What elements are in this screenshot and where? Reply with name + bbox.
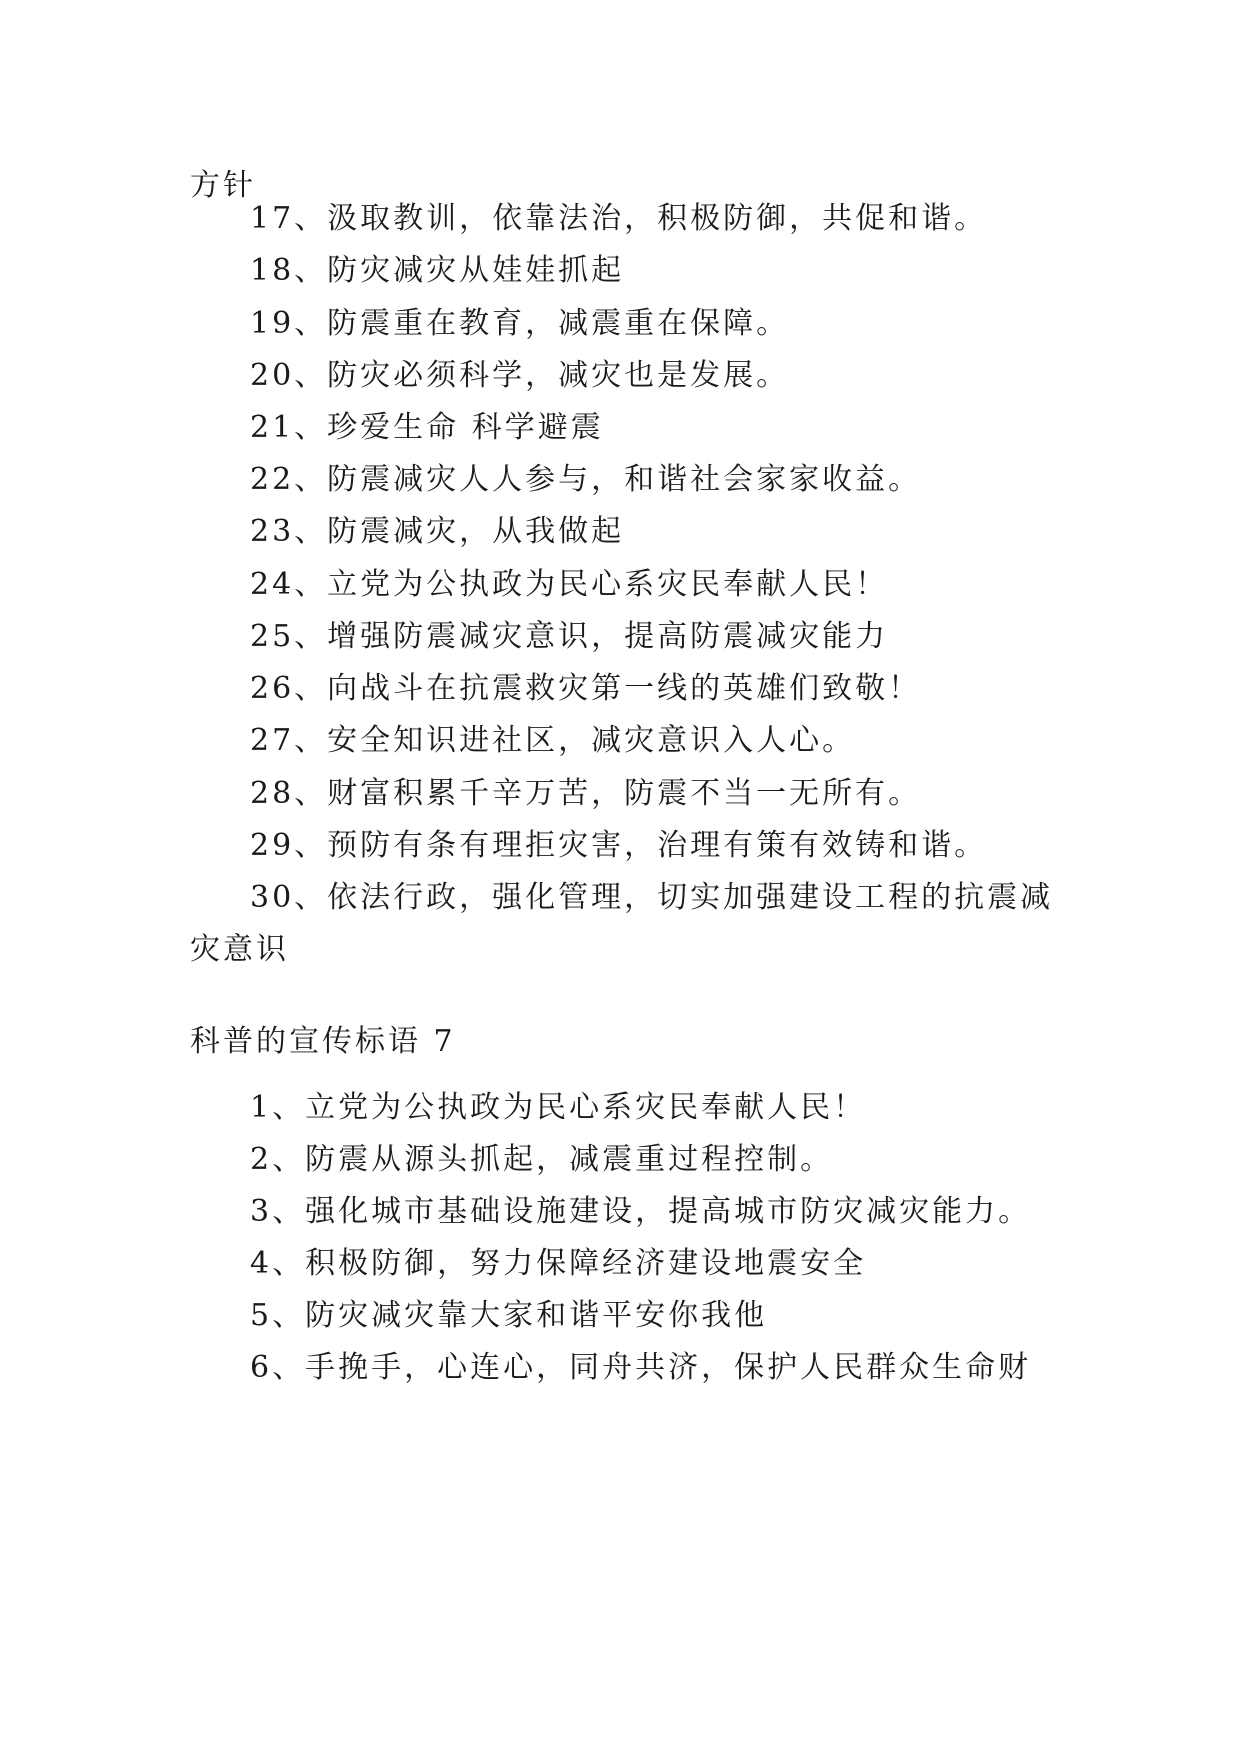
list-item: 21、珍爱生命 科学避震: [250, 410, 604, 445]
list-item: 4、积极防御，努力保障经济建设地震安全: [250, 1246, 867, 1281]
continuation-text: 方针: [190, 168, 256, 203]
list-item: 27、安全知识进社区，减灾意识入人心。: [250, 723, 856, 758]
list-item: 26、向战斗在抗震救灾第一线的英雄们致敬！: [250, 671, 922, 706]
list-item: 22、防震减灾人人参与，和谐社会家家收益。: [250, 462, 922, 497]
list-item: 3、强化城市基础设施建设，提高城市防灾减灾能力。: [250, 1194, 1032, 1229]
list-item: 23、防震减灾，从我做起: [250, 514, 625, 549]
list-item: 30、依法行政，强化管理，切实加强建设工程的抗震减: [250, 880, 1054, 915]
list-item: 17、汲取教训，依靠法治，积极防御，共促和谐。: [250, 201, 988, 236]
list-item: 1、立党为公执政为民心系灾民奉献人民！: [250, 1090, 867, 1125]
section-heading: 科普的宣传标语 7: [190, 1024, 456, 1059]
list-item-continuation: 灾意识: [190, 932, 289, 967]
list-item: 6、手挽手，心连心，同舟共济，保护人民群众生命财: [250, 1350, 1032, 1385]
list-item: 28、财富积累千辛万苦，防震不当一无所有。: [250, 776, 922, 811]
list-item: 25、增强防震减灾意识，提高防震减灾能力: [250, 619, 889, 654]
list-item: 2、防震从源头抓起，减震重过程控制。: [250, 1142, 834, 1177]
list-item: 24、立党为公执政为民心系灾民奉献人民！: [250, 567, 889, 602]
list-item: 19、防震重在教育，减震重在保障。: [250, 306, 790, 341]
list-item: 29、预防有条有理拒灾害，治理有策有效铸和谐。: [250, 828, 988, 863]
list-item: 20、防灾必须科学，减灾也是发展。: [250, 358, 790, 393]
list-item: 5、防灾减灾靠大家和谐平安你我他: [250, 1298, 768, 1333]
list-item: 18、防灾减灾从娃娃抓起: [250, 253, 625, 288]
